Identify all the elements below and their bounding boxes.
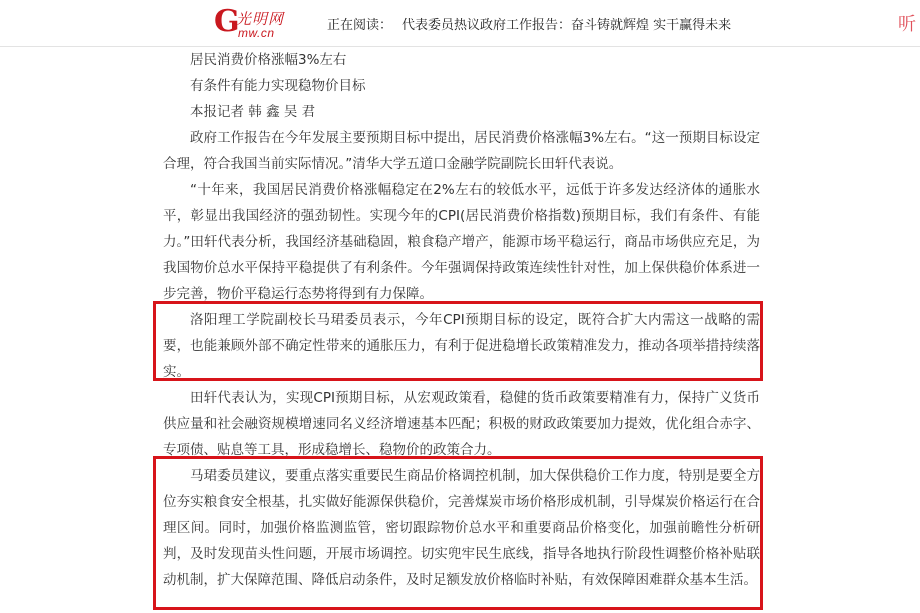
article-headline: 居民消费价格涨幅3%左右 xyxy=(190,52,347,68)
article-paragraph-highlighted: 马珺委员建议，要重点落实重要民生商品价格调控机制，加大保供稳价工作力度，特别是要全方位夯实粮食安全根基，扎实做好能源保供稳价，完善煤炭市场价格形成机制，引导煤炭价格运行在合理区间。同时，加强价格监测监管，密切跟踪物价总水平和重要商品价格变化，加强前瞻性分析研判，及时发现苗头性问题，开展市场调控。切实兜牢民生底线，指导各地执行阶段性调整价格补贴联动机制，扩大保障范围、降低启动条件，及时足额发放价格临时补贴，有效保障困难群众基本生活。 xyxy=(163,468,760,588)
now-reading xyxy=(327,14,731,33)
article-paragraph: 政府工作报告在今年发展主要预期目标中提出，居民消费价格涨幅3%左右。“这一预期目标设定合理，符合我国当前实际情况。”清华大学五道口金融学院副院长田轩代表说。 xyxy=(163,130,760,172)
article-subheadline: 有条件有能力实现稳物价目标 xyxy=(190,78,366,94)
logo-chinese: 光明网 xyxy=(236,10,285,28)
logo-letter: G xyxy=(214,4,240,39)
article-byline: 本报记者 韩 鑫 吴 君 xyxy=(190,104,316,120)
top-bar xyxy=(0,0,920,47)
article-paragraph: 田轩代表认为，实现CPI预期目标，从宏观政策看，稳健的货币政策要精准有力，保持广义货币供应量和社会融资规模增速同名义经济增速基本匹配；积极的财政政策要加力提效，优化组合赤字、专项债、贴息等工具，形成稳增长、稳物价的政策合力。 xyxy=(163,390,760,458)
article-paragraph: “十年来，我国居民消费价格涨幅稳定在2%左右的较低水平，远低于许多发达经济体的通胀水平，彰显出我国经济的强劲韧性。实现今年的CPI(居民消费价格指数)预期目标，我们有条件、有能力。”田轩代表分析，我国经济基础稳固，粮食稳产增产，能源市场平稳运行，商品市场供应充足，为我国物价总水平保持平稳提供了有利条件。今年强调保持政策连续性针对性，加上保供稳价体系进一步完善，物价平稳运行态势将得到有力保障。 xyxy=(163,182,760,302)
now-reading-title[interactable]: 代表委员热议政府工作报告：奋斗铸就辉煌 实干赢得未来 xyxy=(402,18,732,33)
article-paragraph-highlighted: 洛阳理工学院副校长马珺委员表示，今年CPI预期目标的设定，既符合扩大内需这一战略的需要，也能兼顾外部不确定性带来的通胀压力，有利于促进稳增长政策精准发力，推动各项举措持续落实。 xyxy=(163,312,760,380)
article-body xyxy=(163,47,760,593)
listen-button[interactable]: 听 xyxy=(898,14,916,35)
gmw-logo[interactable] xyxy=(214,4,294,41)
logo-domain: mw.cn xyxy=(238,26,275,40)
now-reading-label: 正在阅读： xyxy=(327,18,393,33)
